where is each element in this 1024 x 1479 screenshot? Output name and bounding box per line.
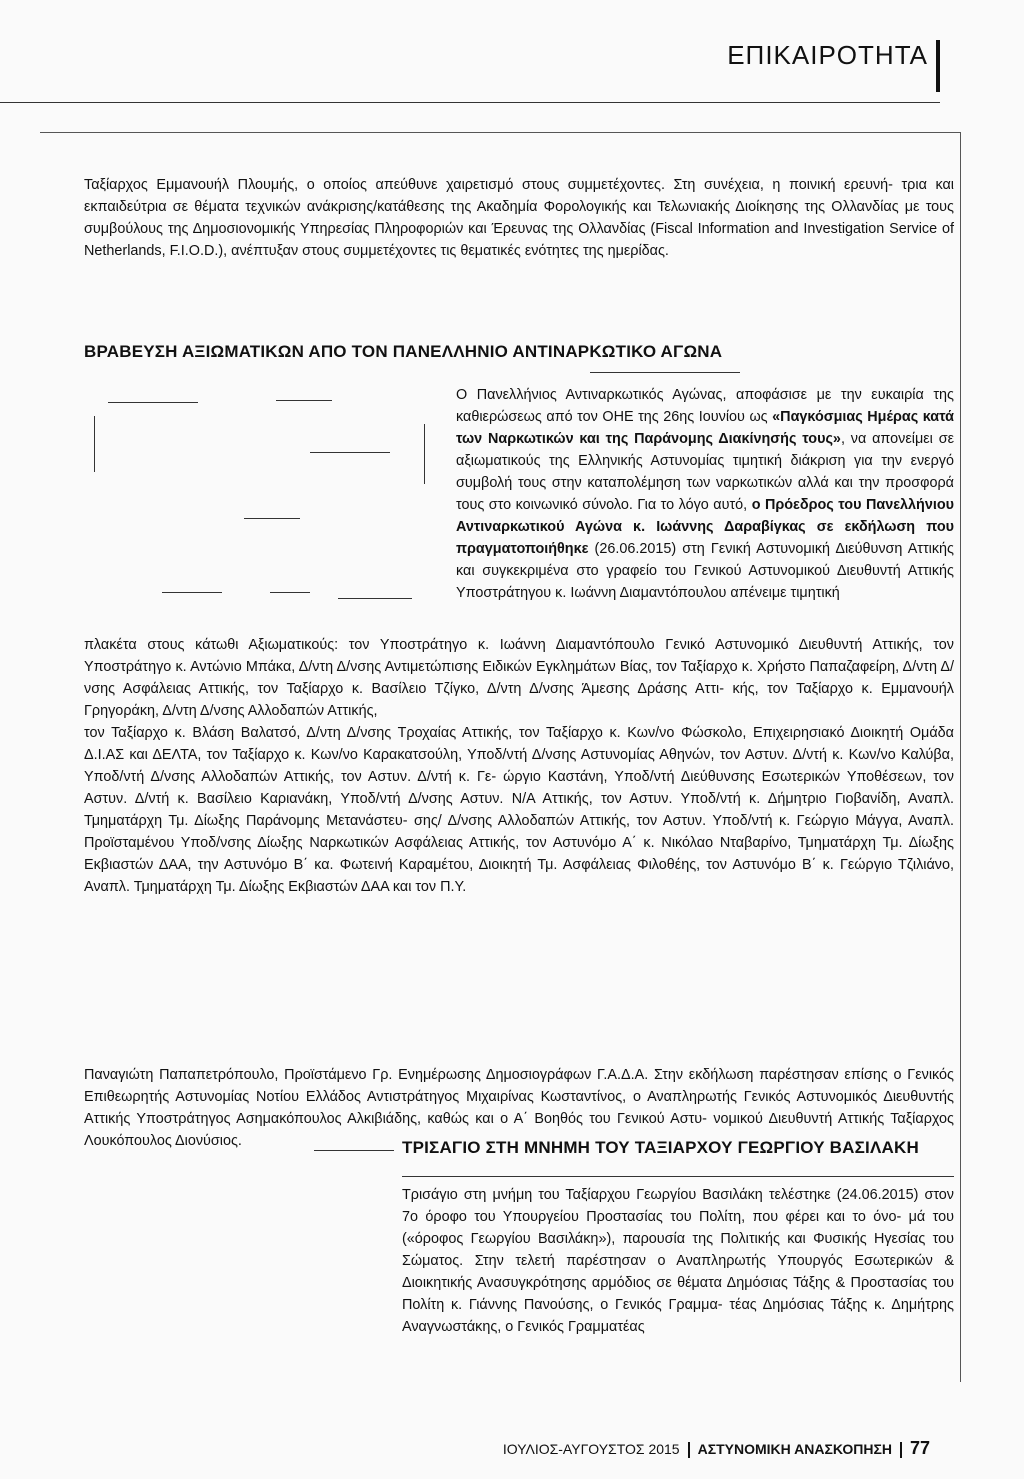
footer-separator	[688, 1442, 690, 1458]
header-bar	[936, 40, 940, 92]
intro-paragraph: Ταξίαρχος Εμμανουήλ Πλουμής, ο οποίος απεύθυνε χαιρετισμό στους συμμετέχοντες. Στη συνέχεια, η ποινική ερευνή- τρια και εκπαιδεύτρια σε θέματα τεχνικών ανάκρισης/κατάθεσης της Ακαδημία Φορολογικής και Τελωνιακής Διοίκησης της Ολλανδίας με τους συμβούλους της Δημοσιονομικής Υπηρεσίας Πληροφοριών και Έρευνας της Ολλανδίας (Fiscal Information and Investigation Service of Netherlands, F.I.O.D.), ανέπτυξαν στους συμμετέχοντες τις θεματικές ενότητες της ημερίδας.	[84, 177, 954, 259]
award-paragraph	[456, 384, 954, 604]
award-text-3: (26.06.2015) στη Γενική Αστυνομική Διεύθυνση Αττικής και συγκεκριμένα στο γραφείο του Γενικού Αστυνομικού Διευθυντή Αττικής Υποστράτηγου κ. Ιωάννη Διαμαντόπουλου απένειμε τιμητική	[456, 541, 954, 601]
frame-top-line	[40, 132, 960, 133]
award-text-bold-2: ο Πρόεδρος του Πανελλήνιου Αντιναρκωτικού Αγώνα κ. Ιωάννης Δαραβίγκας σε εκδήλωση που πραγματοποιήθηκε	[456, 497, 954, 557]
trisagio-title: ΤΡΙΣΑΓΙΟ ΣΤΗ ΜΝΗΜΗ ΤΟΥ ΤΑΞΙΑΡΧΟΥ ΓΕΩΡΓΙΟΥ ΒΑΣΙΛΑΚΗ	[402, 1138, 919, 1157]
award-names-3: Παναγιώτη Παπαπετρόπουλο, Προϊστάμενο Γρ. Ενημέρωσης Δημοσιογράφων Γ.Α.Δ.Α. Στην εκδήλωση παρέστησαν επίσης ο Γενικός Επιθεωρητής Αστυνομίας Νοτίου Ελλάδος Αντιστράτηγος Μιχαιρίνας Κωσταντίνος, ο Αναπληρωτής Γενικός Αστυνομικός Διευθυντής Αττικής Υποστράτηγος Ασημακόπουλος Αλκιβιάδης, καθώς και ο Α΄ Βοηθός του Γενικού Αστυ- νομικού Διευθυντή Αττικής Ταξίαρχος Λουκόπουλος Διονύσιος.	[84, 1067, 954, 1149]
award-text-1: Ο Πανελλήνιος Αντιναρκωτικός Αγώνας, αποφάσισε με την ευκαιρία της καθιερώσεως από τον ΟΗΕ της 26ης Ιουνίου ως	[456, 387, 954, 425]
trisagio-paragraph: Τρισάγιο στη μνήμη του Ταξίαρχου Γεωργίου Βασιλάκη τελέστηκε (24.06.2015) στον 7ο όροφο του Υπουργείου Προστασίας του Πολίτη, που φέρει και το όνο- μά του («όροφος Γεωργίου Βασιλάκη»), παρουσία της Πολιτικής και Φυσικής Ηγεσίας του Σώματος. Στην τελετή παρέστησαν ο Αναπληρωτής Υπουργός Εσωτερικών & Διοικητικής Ανασυγκρότησης αρμόδιος σε θέματα Δημόσιας Τάξης & Προστασίας του Πολίτη κ. Γιάννης Πανούσης, ο Γενικός Γραμμα- τέας Δημόσιας Τάξης κ. Δημήτρης Αναγνωστάκης, ο Γενικός Γραμματέας	[402, 1187, 954, 1335]
photo-placeholder	[84, 392, 434, 620]
award-text-2: , να απονείμει σε αξιωματικούς της Ελληνικής Αστυνομίας τιμητική διάκριση για την ενεργό συμβολή τους στην καταπολέμηση των ναρκωτικών αλλά και την προσφορά τους στο κοινωνικό σύνολο. Για το λόγο αυτό,	[456, 431, 954, 513]
award-title: ΒΡΑΒΕΥΣΗ ΑΞΙΩΜΑΤΙΚΩΝ ΑΠΟ ΤΟΝ ΠΑΝΕΛΛΗΝΙΟ ΑΝΤΙΝΑΡΚΩΤΙΚΟ ΑΓΩΝΑ	[84, 342, 723, 361]
award-names-2: τον Ταξίαρχο κ. Βλάση Βαλατσό, Δ/ντη Δ/νσης Τροχαίας Αττικής, τον Ταξίαρχο κ. Κων/νο Φώσκολο, Επιχειρησιακό Διοικητή Ομάδα Δ.Ι.ΑΣ και ΔΕΛΤΑ, τον Ταξίαρχο κ. Κων/νο Καρακατσούλη, Υποδ/ντή Δ/νσης Αστυνομίας Αθηνών, τον Αστυν. Δ/ντή κ. Κων/νο Καλύβα, Υποδ/ντή Δ/νσης Αλλοδαπών Αττικής, τον Αστυν. Δ/ντή κ. Γε- ώργιο Καστάνη, Υποδ/ντή Διεύθυνσης Εσωτερικών Υποθέσεων, τον Αστυν. Δ/ντή κ. Βασίλειο Καριανάκη, Υποδ/ντή Δ/νσης Αστυν. Ν/Α Αττικής, τον Αστυν. Υποδ/ντή κ. Δήμητριο Γιοβανίδη, Αναπλ. Τμηματάρχη Τμ. Δίωξης Παράνομης Μετανάστευ- σης/ Δ/νσης Αλλοδαπών Αττικής, τον Αστυν. Υποδ/ντή κ. Γεώργιο Μάγγα, Αναπλ. Προϊσταμένου Υποδ/νσης Δίωξης Ναρκωτικών Ασφάλειας Αττικής, τον Αστυνόμο Α΄ κ. Νικόλαο Νταβαρίνο, Τμηματάρχη Τμ. Δίωξης Εκβιαστών ΔΑΑ, την Αστυνόμο Β΄ κα. Φωτεινή Καραμέτου, Διοικητή Τμ. Ασφάλειας Φιλοθέης, τον Αστυνόμο Β΄ κ. Γεώργιο Τζιλιάνο, Αναπλ. Τμηματάρχη Τμ. Δίωξης Εκβιαστών ΔΑΑ και τον Π.Υ.	[84, 725, 954, 895]
award-title-rule	[590, 372, 740, 373]
award-names-1: πλακέτα στους κάτωθι Αξιωματικούς: τον Υποστράτηγο κ. Ιωάννη Διαμαντόπουλο Γενικό Αστυνομικό Διευθυντή Αττικής, τον Υποστράτηγο κ. Αντώνιο Μπάκα, Δ/ντη Δ/νσης Αντιμετώπισης Ειδικών Εγκλημάτων Βίας, τον Ταξίαρχο κ. Χρήστο Παπαζαφείρη, Δ/ντη Δ/νσης Ασφάλειας Αττικής, τον Ταξίαρχο κ. Βασίλειο Τζίγκο, Δ/ντη Δ/νσης Άμεσης Δράσης Αττι- κής, τον Ταξίαρχο κ. Εμμανουήλ Γρηγοράκη, Δ/ντη Δ/νσης Αλλοδαπών Αττικής,	[84, 637, 954, 719]
footer-magazine: ΑΣΤΥΝΟΜΙΚΗ ΑΝΑΣΚΟΠΗΣΗ	[697, 1441, 892, 1457]
trisagio-title-rule	[310, 452, 390, 453]
frame-right-line	[960, 132, 961, 1382]
section-title: ΕΠΙΚΑΙΡΟΤΗΤΑ	[727, 40, 928, 70]
award-text-bold-1: «Παγκόσμιας Ημέρας κατά των Ναρκωτικών και της Παράνομης Διακίνησής τους»	[456, 409, 954, 447]
page-footer	[503, 1438, 930, 1459]
trisagio-left-rule	[314, 1150, 394, 1151]
footer-separator	[900, 1442, 902, 1458]
trisagio-under-rule	[402, 1176, 954, 1177]
header-rule	[0, 102, 940, 103]
page-number: 77	[909, 1438, 930, 1458]
footer-issue: ΙΟΥΛΙΟΣ-ΑΥΓΟΥΣΤΟΣ 2015	[502, 1441, 680, 1457]
